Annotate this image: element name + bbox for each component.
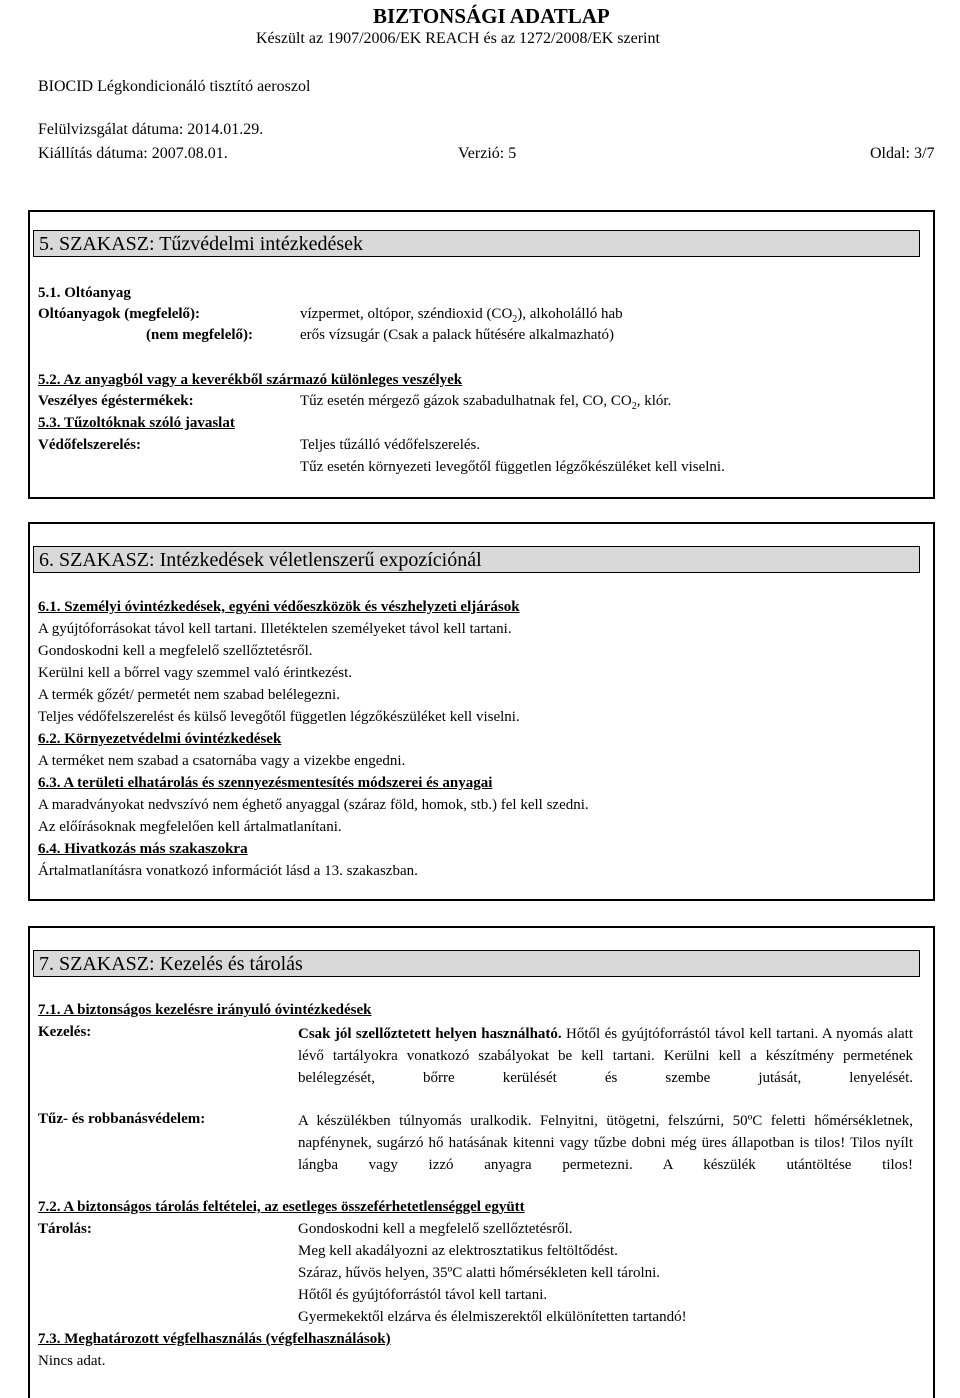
s7-v5: Száraz, hűvös helyen, 35ºC alatti hőmérsékleten kell tárolni. <box>298 1265 661 1281</box>
s5-v4: Teljes tűzálló védőfelszerelés. <box>300 437 481 453</box>
s7-h1: 7.1. A biztonságos kezelésre irányuló óvintézkedések <box>38 1002 372 1018</box>
s7-h2: 7.2. A biztonságos tárolás feltételei, az esetleges összeférhetetlenséggel együtt <box>38 1199 525 1215</box>
s7-v6: Hőtől és gyújtóforrástól távol kell tartani. <box>298 1287 548 1303</box>
s5-l4: Védőfelszerelés: <box>38 437 142 453</box>
section-5-title: 5. SZAKASZ: Tűzvédelmi intézkedések <box>33 230 920 257</box>
s7-l3: Tárolás: <box>38 1221 92 1237</box>
product-name: BIOCID Légkondicionáló tisztító aeroszol <box>38 78 311 95</box>
s6-p3: Kerülni kell a bőrrel vagy szemmel való érintkezést. <box>38 665 353 681</box>
s7-h3: 7.3. Meghatározott végfelhasználás (végfelhasználások) <box>38 1331 391 1347</box>
section-7-title: 7. SZAKASZ: Kezelés és tárolás <box>33 950 920 977</box>
version: Verzió: 5 <box>458 145 517 162</box>
section-6-title: 6. SZAKASZ: Intézkedések véletlenszerű expozíciónál <box>33 546 920 573</box>
s7-p1: Nincs adat. <box>38 1353 106 1369</box>
s5-v5: Tűz esetén környezeti levegőtől független légzőkészüléket kell viselni. <box>300 459 725 475</box>
s6-p4: A termék gőzét/ permetét nem szabad belélegezni. <box>38 687 340 703</box>
s5-h3: 5.3. Tűzoltóknak szóló javaslat <box>38 415 235 431</box>
s5-v1: vízpermet, oltópor, széndioxid $(CO_2)$, alkoholálló hab <box>300 306 623 325</box>
s5-l1: Oltóanyagok (megfelelő): <box>38 306 201 322</box>
s6-h1: 6.1. Személyi óvintézkedések, egyéni védőeszközök és vészhelyzeti eljárások <box>38 599 520 615</box>
s6-h2: 6.2. Környezetvédelmi óvintézkedések <box>38 731 282 747</box>
s6-p8: Az előírásoknak megfelelően kell ártalmatlanítani. <box>38 819 342 835</box>
s6-p1: A gyújtóforrásokat távol kell tartani. Illetéktelen személyeket távol kell tartani. <box>38 621 512 637</box>
s7-v1: Csak jól szellőztetett helyen használható. Hőtől és gyújtóforrástól távol kell tartani. A nyomás alatt lévő tartályokra vonatkozó szabályokat be kell tartani. Kerülni kell a készítmény permetének belélegzését, bőrre kerülését és szembe jutását, lenyelését. <box>298 1026 913 1086</box>
s6-p5: Teljes védőfelszerelést és külső levegőtől független légzőkészüléket kell viselni. <box>38 709 520 725</box>
s7-v7: Gyermekektől elzárva és élelmiszerektől elkülönítetten tartandó! <box>298 1309 687 1325</box>
document-title: BIZTONSÁGI ADATLAP <box>373 4 610 28</box>
s7-v3: Gondoskodni kell a megfelelő szellőztetésről. <box>298 1221 573 1237</box>
page-number: Oldal: 3/7 <box>870 145 935 162</box>
s6-p9: Ártalmatlanításra vonatkozó információt lásd a 13. szakaszban. <box>38 863 418 879</box>
s5-h1: 5.1. Oltóanyag <box>38 285 131 301</box>
revision-date: Felülvizsgálat dátuma: 2014.01.29. <box>38 121 264 138</box>
issue-date: Kiállítás dátuma: 2007.08.01. <box>38 145 228 162</box>
s6-h4: 6.4. Hivatkozás más szakaszokra <box>38 841 248 857</box>
s5-v2: erős vízsugár (Csak a palack hűtésére alkalmazható) <box>300 327 615 343</box>
s5-h2: 5.2. Az anyagból vagy a keverékből származó különleges veszélyek <box>38 372 463 388</box>
s6-p6: A terméket nem szabad a csatornába vagy a vizekbe engedni. <box>38 753 406 769</box>
s6-h3: 6.3. A területi elhatárolás és szennyezésmentesítés módszerei és anyagai <box>38 775 493 791</box>
s5-l3: Veszélyes égéstermékek: <box>38 393 194 409</box>
s7-v2: A készülékben túlnyomás uralkodik. Felnyitni, ütögetni, felszúrni, 50ºC feletti hőmérsékletnek, napfénynek, sugárzó hő hatásának kitenni vagy tűzbe dobni még üres állapotban is tilos! Tilos nyílt lángba vagy izzó anyagra permetezni. A készülék utántöltése tilos! <box>298 1113 913 1173</box>
s6-p7: A maradványokat nedvszívó nem éghető anyaggal (száraz föld, homok, stb.) fel kell szedni. <box>38 797 589 813</box>
s5-v3: Tűz esetén mérgező gázok szabadulhatnak fel, CO, $CO_2$, klór. <box>300 393 672 412</box>
s7-l2: Tűz- és robbanásvédelem: <box>38 1111 206 1127</box>
s7-v4: Meg kell akadályozni az elektrosztatikus feltöltődést. <box>298 1243 618 1259</box>
document-subtitle: Készült az 1907/2006/EK REACH és az 1272/2008/EK szerint <box>256 30 660 47</box>
s7-l1: Kezelés: <box>38 1024 92 1040</box>
s5-l2: (nem megfelelő): <box>146 327 254 343</box>
s6-p2: Gondoskodni kell a megfelelő szellőztetésről. <box>38 643 313 659</box>
